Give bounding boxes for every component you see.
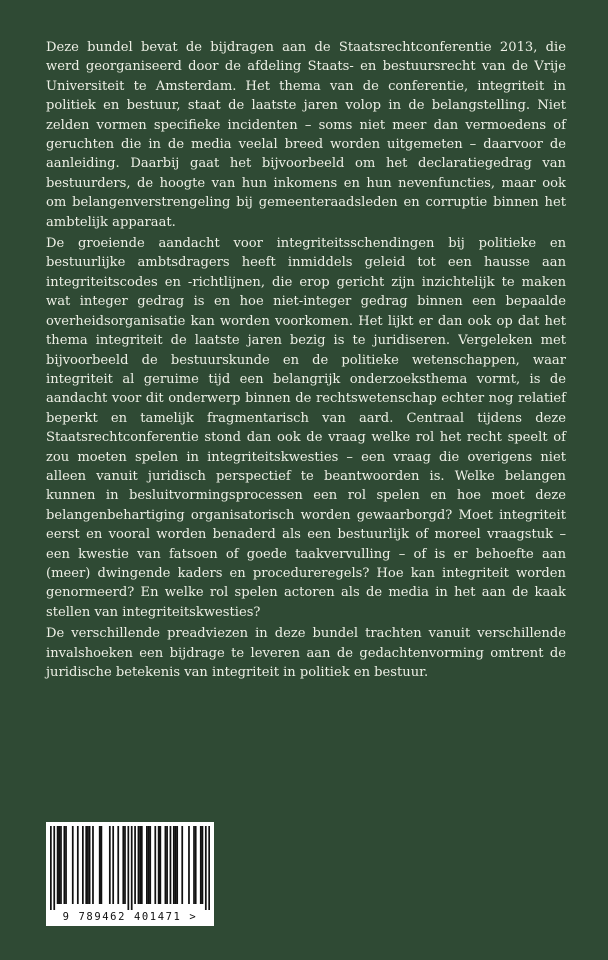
barcode-bar	[195, 826, 197, 904]
blurb-paragraph-3: De verschillende preadviezen in deze bundel trachten vanuit verschillende invalshoeken een bijdrage te leveren aan de gedachtenvorming omtrent de juridische betekenis van integriteit in politiek en bestuur.	[46, 626, 566, 680]
barcode-bar	[200, 826, 202, 904]
barcode-bar	[166, 826, 168, 904]
barcode-bar	[149, 826, 151, 904]
barcode-bar	[87, 826, 89, 904]
barcode-bar	[89, 826, 91, 904]
barcode-bars	[50, 826, 210, 910]
barcode-bar	[202, 826, 204, 904]
barcode-bar	[158, 826, 160, 904]
barcode-bar	[159, 826, 161, 904]
isbn-barcode	[46, 822, 214, 926]
barcode-bar	[122, 826, 124, 904]
barcode-bar	[58, 826, 60, 904]
barcode-bar	[101, 826, 103, 904]
barcode-bar	[139, 826, 141, 904]
barcode-bar	[176, 826, 178, 904]
barcode-bar	[154, 826, 156, 904]
barcode-bar	[85, 826, 87, 904]
barcode-bar	[65, 826, 67, 904]
barcode-bar	[50, 826, 52, 910]
back-cover-blurb	[46, 38, 566, 684]
barcode-bar	[117, 826, 119, 904]
barcode-bar	[92, 826, 94, 904]
barcode-bar	[165, 826, 167, 904]
barcode-bar	[170, 826, 172, 904]
barcode-bar	[57, 826, 59, 904]
barcode-bar	[82, 826, 84, 904]
barcode-bar	[112, 826, 114, 904]
barcode-bar	[63, 826, 65, 904]
barcode-bar	[208, 826, 210, 910]
blurb-paragraph-2: De groeiende aandacht voor integriteitsschendingen bij politieke en bestuurlijke ambtsdragers heeft inmiddels geleid tot een hausse aan integriteitscodes en -richtlijnen, die erop gericht zijn inzichtelijk te maken wat integer gedrag is en hoe niet-integer gedrag binnen een bepaalde overheidsorganisatie kan worden voorkomen. Het lijkt er dan ook op dat het thema integriteit de laatste jaren bezig is te juridiseren. Vergeleken met bijvoorbeeld de bestuurskunde en de politieke wetenschappen, waar integriteit al geruime tijd een belangrijk onderzoeksthema vormt, is de aandacht voor dit onderwerp binnen de rechtswetenschap echter nog relatief beperkt en tamelijk fragmentarisch van aard. Centraal tijdens deze Staatsrechtconferentie stond dan ook de vraag welke rol het recht speelt of zou moeten spelen in integriteitskwesties – een vraag die overigens niet alleen vanuit juridisch perspectief te beantwoorden is. Welke belangen kunnen in besluitvormingsprocessen een rol spelen en hoe moet deze belangenbehartiging organisatorisch worden gewaarborgd? Moet integriteit eerst en vooral worden benaderd als een bestuurlijk of moreel vraagstuk – een kwestie van fatsoen of goede taakvervulling – of is er behoefte aan (meer) dwingende kaders en procedureregels? Hoe kan integriteit worden genormeerd? En welke rol spelen actoren als de media in het aan de kaak stellen van integriteitskwesties?	[46, 236, 566, 620]
barcode-bar	[175, 826, 177, 904]
barcode-bar	[205, 826, 207, 910]
barcode-bar	[60, 826, 62, 904]
barcode-bar	[148, 826, 150, 904]
barcode-bar	[138, 826, 140, 904]
barcode-bar	[109, 826, 111, 904]
barcode-bar	[77, 826, 79, 904]
barcode-bar	[99, 826, 101, 904]
barcode-bar	[141, 826, 143, 904]
barcode-bar	[131, 826, 133, 910]
barcode-bar	[181, 826, 183, 904]
barcode-bar	[188, 826, 190, 904]
barcode-bar	[193, 826, 195, 904]
barcode-bar	[173, 826, 175, 904]
barcode-bar	[146, 826, 148, 904]
blurb-paragraph-1: Deze bundel bevat de bijdragen aan de Staatsrechtconferentie 2013, die werd georganiseerd door de afdeling Staats- en bestuursrecht van de Vrije Universiteit te Amsterdam. Het thema van de conferentie, integriteit in politiek en bestuur, staat de laatste jaren volop in de belangstelling. Niet zelden vormen specifieke incidenten – soms niet meer dan vermoedens of geruchten die in de media veelal breed worden uitgemeten – daarvoor de aanleiding. Daarbij gaat het bijvoorbeeld om het declaratiegedrag van bestuurders, de hoogte van hun inkomens en hun nevenfuncties, maar ook om belangenverstrengeling bij gemeenteraadsleden en corruptie binnen het ambtelijk apparaat.	[46, 40, 566, 230]
barcode-bar	[134, 826, 136, 904]
barcode-bar	[53, 826, 55, 910]
barcode-bar	[124, 826, 126, 904]
barcode-bar	[127, 826, 129, 910]
barcode-bar	[72, 826, 74, 904]
isbn-digits: 9 789462 401471 >	[62, 911, 198, 923]
